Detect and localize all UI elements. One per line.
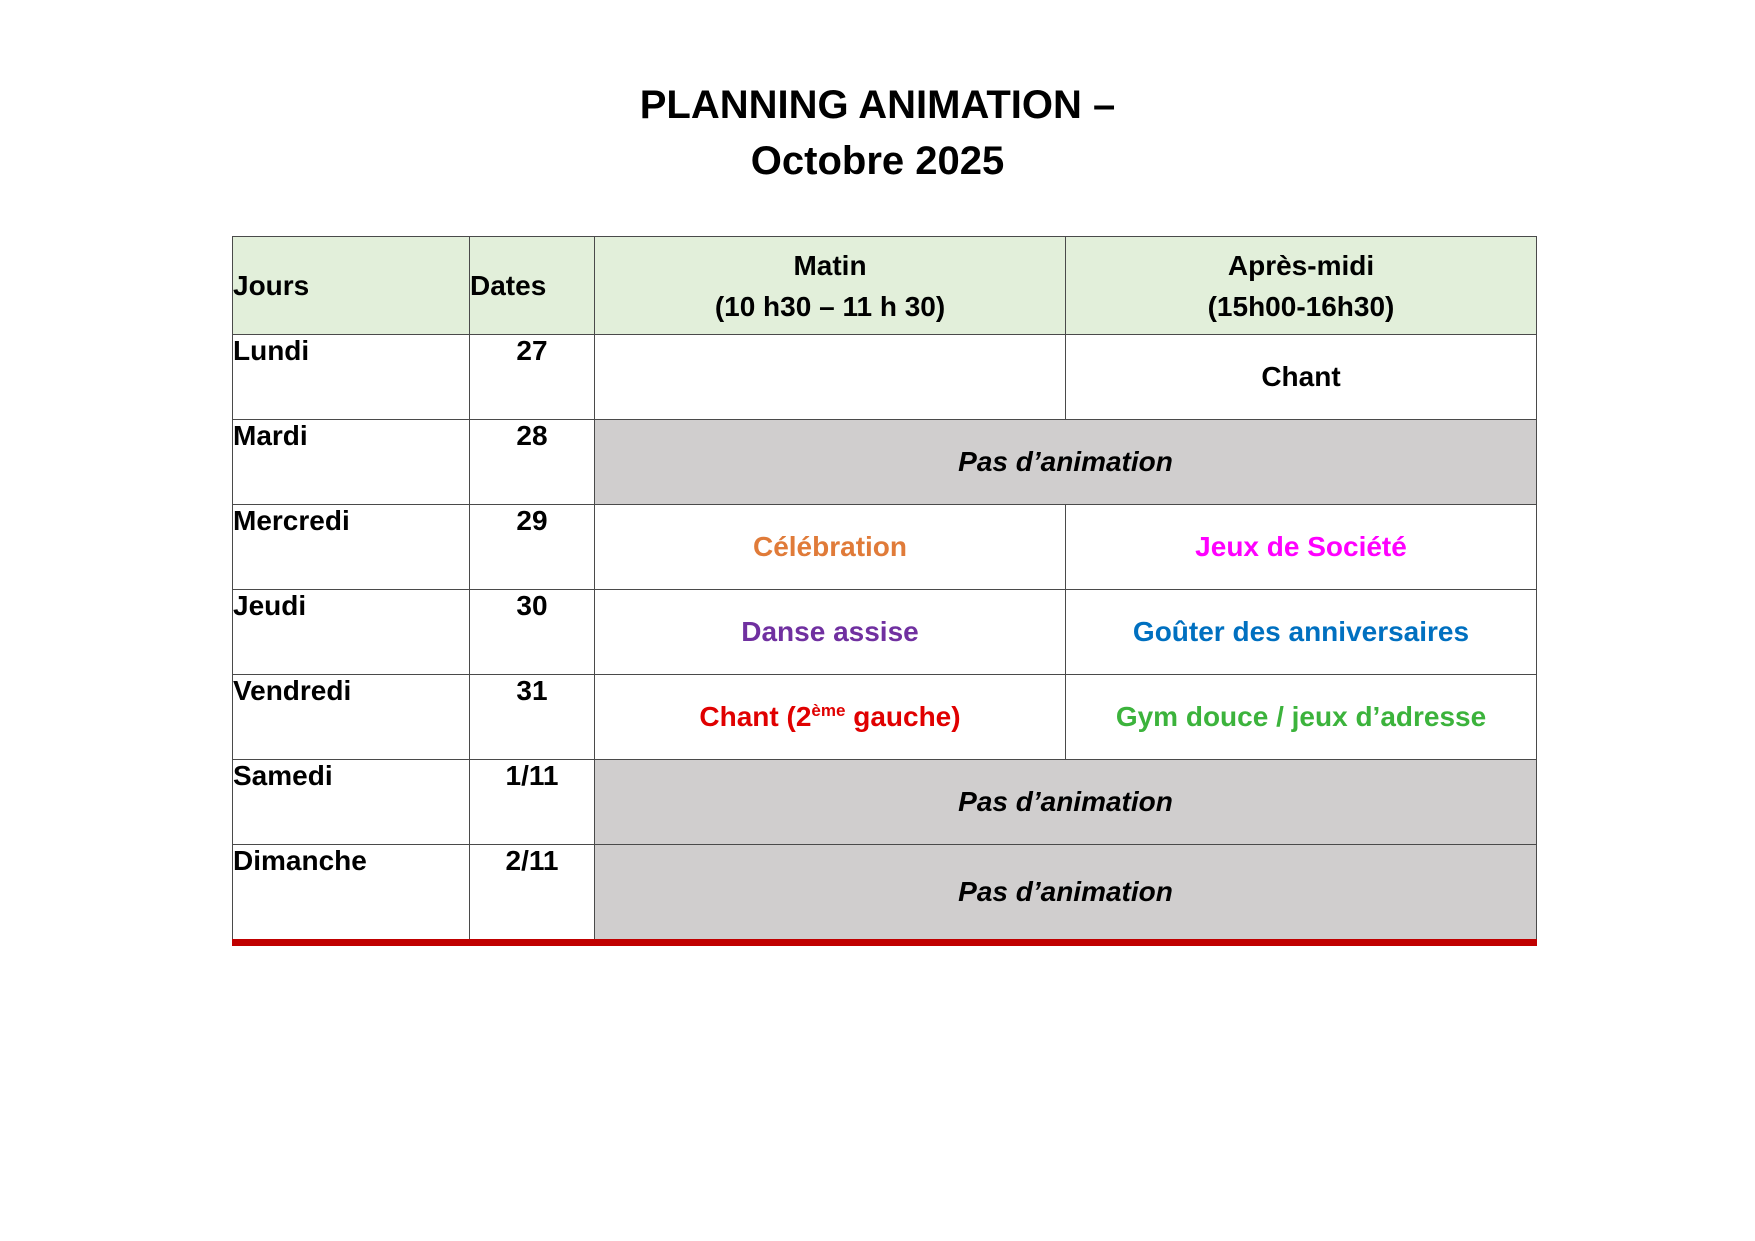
page-title-line-2: Octobre 2025 bbox=[750, 139, 1005, 183]
apres-midi-cell: Goûter des anniversaires bbox=[1066, 590, 1537, 675]
matin-text-pre: Chant (2 bbox=[699, 701, 812, 732]
table-row-mardi bbox=[233, 420, 1537, 505]
date-cell: 1/11 bbox=[470, 760, 595, 845]
header-apres-hours: (15h00-16h30) bbox=[1207, 290, 1395, 322]
table-row-vendredi bbox=[233, 675, 1537, 760]
day-cell: Lundi bbox=[233, 335, 470, 420]
date-cell: 31 bbox=[470, 675, 595, 760]
date-cell: 2/11 bbox=[470, 845, 595, 943]
matin-cell bbox=[595, 335, 1066, 420]
date-cell: 27 bbox=[470, 335, 595, 420]
matin-cell bbox=[595, 675, 1066, 760]
table-row-dimanche bbox=[233, 845, 1537, 943]
apres-midi-cell: Chant bbox=[1066, 335, 1537, 420]
day-cell: Dimanche bbox=[233, 845, 470, 943]
date-cell: 29 bbox=[470, 505, 595, 590]
date-cell: 30 bbox=[470, 590, 595, 675]
no-activity-cell: Pas d’animation bbox=[595, 420, 1537, 505]
header-apres-label: Après-midi bbox=[1227, 249, 1375, 281]
table-row-samedi bbox=[233, 760, 1537, 845]
day-cell: Mercredi bbox=[233, 505, 470, 590]
day-cell: Mardi bbox=[233, 420, 470, 505]
table-row-mercredi bbox=[233, 505, 1537, 590]
header-matin-label: Matin bbox=[793, 249, 867, 281]
day-cell: Vendredi bbox=[233, 675, 470, 760]
apres-midi-cell: Gym douce / jeux d’adresse bbox=[1066, 675, 1537, 760]
planning-table bbox=[232, 236, 1537, 946]
table-row-lundi bbox=[233, 335, 1537, 420]
matin-text-sup: ème bbox=[811, 701, 846, 720]
day-cell: Jeudi bbox=[233, 590, 470, 675]
no-activity-cell: Pas d’animation bbox=[595, 845, 1537, 943]
date-cell: 28 bbox=[470, 420, 595, 505]
matin-text-post: gauche) bbox=[845, 701, 961, 732]
table-row-jeudi bbox=[233, 590, 1537, 675]
header-dates: Dates bbox=[470, 237, 595, 335]
header-row bbox=[233, 237, 1537, 335]
day-cell: Samedi bbox=[233, 760, 470, 845]
matin-cell: Célébration bbox=[595, 505, 1066, 590]
header-apres-midi bbox=[1066, 237, 1537, 335]
no-activity-cell: Pas d’animation bbox=[595, 760, 1537, 845]
header-matin-hours: (10 h30 – 11 h 30) bbox=[714, 290, 946, 322]
header-jours: Jours bbox=[233, 237, 470, 335]
header-matin bbox=[595, 237, 1066, 335]
matin-cell: Danse assise bbox=[595, 590, 1066, 675]
apres-midi-cell: Jeux de Société bbox=[1066, 505, 1537, 590]
page-title-line-1: PLANNING ANIMATION – bbox=[639, 83, 1116, 127]
